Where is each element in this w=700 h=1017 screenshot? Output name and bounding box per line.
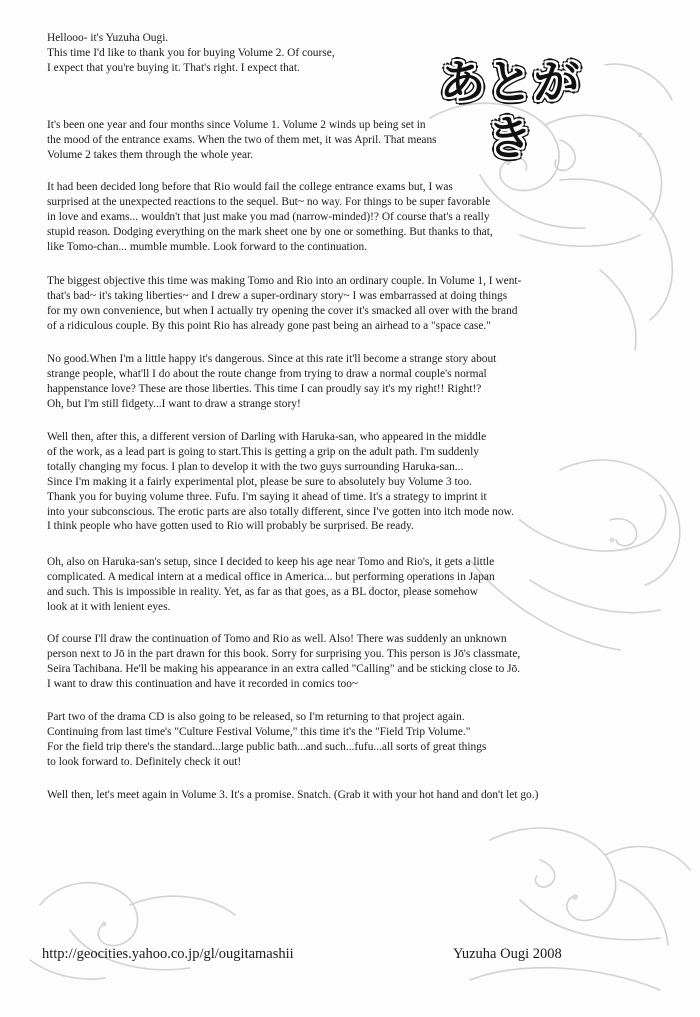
paragraph-strange-story: [47, 352, 496, 412]
paragraph-drama-cd: [47, 710, 486, 770]
text-line: It's been one year and four months since Volume 1. Volume 2 winds up being set in: [47, 119, 426, 131]
text-line: surprised at the unexpected reactions to the sequel. But~ no way. For things to be super favorable: [47, 195, 491, 208]
text-line: complicated. A medical intern at a medical office in America... but performing operations in Japan: [47, 570, 495, 583]
text-line: like Tomo-chan... mumble mumble. Look forward to the continuation.: [47, 240, 368, 253]
author-signature: Yuzuha Ougi 2008: [453, 946, 562, 962]
text-line: Well then, after this, a different version of Darling with Haruka-san, who appeared in the middle: [47, 431, 487, 443]
text-line: Continuing from last time's "Culture Festival Volume," this time it's the "Field Trip Volume.": [47, 725, 471, 738]
text-line: strange people, what'll I do about the route change from trying to draw a normal couple's normal: [47, 367, 487, 380]
paragraph-seira-tachibana: [47, 632, 520, 692]
paragraph-closing: [47, 788, 538, 803]
paragraph-haruka-story: [47, 430, 514, 534]
afterword-title: あとがき: [439, 55, 581, 165]
text-line: totally changing my focus. I plan to develop it with the two guys surrounding Haruka-san...: [47, 460, 464, 473]
paragraph-entrance-exams: [47, 180, 493, 255]
website-url: http://geocities.yahoo.co.jp/gl/ougitamashii: [42, 946, 294, 962]
text-line: for my own convenience, but when I actually try opening the cover it's smacked all over with the brand: [47, 304, 518, 317]
text-line: Of course I'll draw the continuation of Tomo and Rio as well. Also! There was suddenly an unknown: [47, 633, 507, 645]
text-line: to look forward to. Definitely check it out!: [47, 755, 242, 768]
text-line: happenstance love? These are those liberties. This time I can proudly say it's my right!! Right!?: [47, 382, 482, 395]
text-line: of the work, as a lead part is going to start.This is getting a grip on the adult path. I'm suddenly: [47, 445, 479, 458]
text-line: The biggest objective this time was making Tomo and Rio into an ordinary couple. In Volume 1, I went-: [47, 275, 522, 287]
text-line: of a ridiculous couple. By this point Rio has already gone past being an airhead to a "space case.": [47, 319, 491, 332]
text-line: I expect that you're buying it. That's right. I expect that.: [47, 61, 300, 74]
text-line: stupid reason. Dodging everything on the mark sheet one by one or something. But thanks to that,: [47, 225, 493, 238]
text-line: It had been decided long before that Rio would fail the college entrance exams but, I was: [47, 181, 453, 193]
text-line: Oh, also on Haruka-san's setup, since I decided to keep his age near Tomo and Rio's, it gets a little: [47, 556, 495, 568]
afterword-title-logo: [418, 52, 602, 165]
paragraph-haruka-setup: [47, 555, 495, 615]
text-line: Hellooo- it's Yuzuha Ougi.: [47, 32, 169, 44]
text-line: I want to draw this continuation and have it recorded in comics too~: [47, 677, 359, 690]
text-line: look at it with lenient eyes.: [47, 600, 171, 613]
text-line: Part two of the drama CD is also going to be released, so I'm returning to that project again.: [47, 711, 465, 723]
text-line: Thank you for buying volume three. Fufu. I'm saying it ahead of time. It's a strategy to imprint it: [47, 490, 487, 503]
text-line: Well then, let's meet again in Volume 3. It's a promise. Snatch. (Grab it with your hot hand and don't let go.): [47, 789, 539, 801]
text-line: Oh, but I'm still fidgety...I want to draw a strange story!: [47, 397, 301, 410]
paragraph-greeting: [47, 31, 335, 76]
text-line: into your subconscious. The erotic parts are also totally different, since I've gotten into itch mode now.: [47, 505, 514, 518]
text-line: No good.When I'm a little happy it's dangerous. Since at this rate it'll become a strange story about: [47, 353, 497, 365]
text-line: I think people who have gotten used to Rio will probably be surprised. Be ready.: [47, 520, 414, 533]
paragraph-ordinary-couple: [47, 274, 521, 334]
text-line: Seira Tachibana. He'll be making his appearance in an extra called "Calling" and be sticking close to Jō.: [47, 662, 521, 675]
text-line: Volume 2 takes them through the whole year.: [47, 148, 254, 161]
text-line: the mood of the entrance exams. When the two of them met, it was April. That means: [47, 133, 437, 146]
paragraph-volume-time: [47, 118, 437, 163]
text-line: Since I'm making it a fairly experimental plot, please be sure to absolutely buy Volume 3 too.: [47, 475, 472, 488]
text-line: and such. This is impossible in reality. Yet, as far as that goes, as a BL doctor, please somehow: [47, 585, 478, 598]
text-line: in love and exams... wouldn't that just make you mad (narrow-minded)!? Of course that's a really: [47, 210, 490, 223]
text-line: person next to Jō in the part drawn for this book. Sorry for surprising you. This person is Jō's classmate,: [47, 647, 521, 660]
text-line: For the field trip there's the standard...large public bath...and such...fufu...all sorts of great things: [47, 740, 487, 753]
text-line: This time I'd like to thank you for buying Volume 2. Of course,: [47, 46, 335, 59]
text-line: that's bad~ it's taking liberties~ and I drew a super-ordinary story~ I was embarrassed at doing things: [47, 289, 508, 302]
